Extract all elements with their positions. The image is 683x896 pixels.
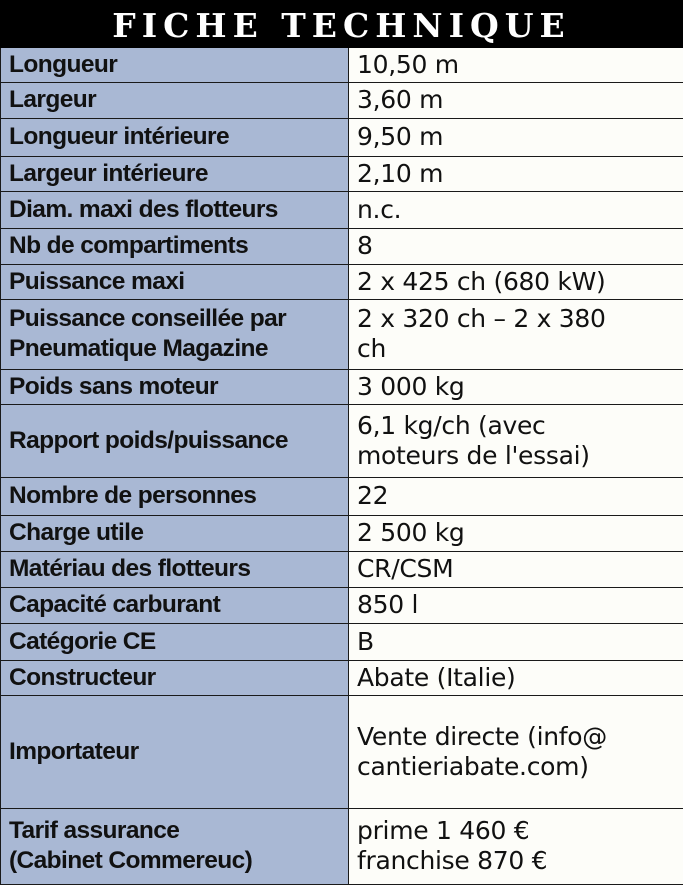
value-text: B — [357, 626, 374, 656]
label-text: Catégorie CE — [9, 627, 156, 655]
value-text: 8 — [357, 231, 373, 260]
value-text: 3,60 m — [357, 85, 444, 114]
label-text: Longueur — [9, 50, 118, 78]
row-label — [1, 228, 349, 264]
row-label — [1, 82, 349, 118]
value-line-1: 6,1 kg/ch (avec — [357, 410, 546, 440]
table-row — [1, 118, 683, 156]
table-row — [1, 82, 683, 118]
value-text: 850 l — [357, 590, 419, 619]
table-row — [1, 808, 683, 884]
value-line-1: 2 x 320 ch – 2 x 380 — [357, 304, 606, 333]
row-label — [1, 808, 349, 884]
label-text: Diam. maxi des flotteurs — [9, 195, 278, 223]
table-row — [1, 587, 683, 623]
label-text: Largeur intérieure — [9, 159, 208, 187]
label-text: Matériau des flotteurs — [9, 555, 251, 582]
value-text: 2,10 m — [357, 158, 444, 188]
label-text: Constructeur — [9, 663, 156, 691]
value-text: Abate (Italie) — [357, 662, 516, 692]
value-line-2: franchise 870 € — [357, 846, 548, 875]
table-row — [1, 660, 683, 695]
label-text: Longueur intérieure — [9, 123, 230, 150]
value-line-2: ch — [357, 334, 386, 363]
table-row — [1, 156, 683, 191]
table-row — [1, 369, 683, 404]
row-label — [1, 118, 349, 156]
spec-table — [0, 48, 683, 885]
row-value — [349, 477, 683, 515]
table-row — [1, 404, 683, 477]
value-line-2: moteurs de l'essai) — [357, 440, 590, 470]
row-label — [1, 404, 349, 477]
row-label — [1, 299, 349, 369]
value-text: n.c. — [357, 194, 402, 224]
row-label — [1, 695, 349, 808]
value-text: 2 x 425 ch (680 kW) — [357, 266, 606, 296]
label-text: Importateur — [9, 737, 139, 765]
row-value — [349, 515, 683, 551]
value-line-1: prime 1 460 € — [357, 816, 530, 845]
row-label — [1, 587, 349, 623]
value-text: 22 — [357, 481, 389, 510]
row-label — [1, 156, 349, 191]
label-line-1: Tarif assurance — [9, 817, 180, 844]
sheet-title: FICHE TECHNIQUE — [0, 0, 683, 48]
row-value — [349, 404, 683, 477]
label-line-2: Pneumatique Magazine — [9, 335, 268, 362]
table-row — [1, 515, 683, 551]
row-value — [349, 695, 683, 808]
row-label — [1, 48, 349, 82]
table-row — [1, 299, 683, 369]
row-label — [1, 191, 349, 228]
row-value — [349, 587, 683, 623]
row-label — [1, 515, 349, 551]
row-value — [349, 228, 683, 264]
row-value — [349, 623, 683, 660]
value-text: CR/CSM — [357, 554, 454, 583]
value-line-2: cantieriabate.com) — [357, 751, 589, 781]
row-value — [349, 191, 683, 228]
label-text: Charge utile — [9, 519, 144, 546]
value-text: 9,50 m — [357, 122, 444, 151]
row-value — [349, 82, 683, 118]
label-line-2: (Cabinet Commereuc) — [9, 847, 253, 874]
table-row — [1, 477, 683, 515]
label-text: Nb de compartiments — [9, 232, 249, 259]
table-row — [1, 191, 683, 228]
table-row — [1, 48, 683, 82]
label-line-1: Puissance conseillée par — [9, 305, 287, 332]
row-value — [349, 551, 683, 587]
value-line-1: Vente directe (info@ — [357, 721, 607, 751]
row-value — [349, 369, 683, 404]
row-value — [349, 660, 683, 695]
row-label — [1, 369, 349, 404]
row-label — [1, 551, 349, 587]
label-text: Puissance maxi — [9, 267, 185, 295]
value-text: 3 000 kg — [357, 371, 465, 401]
row-value — [349, 808, 683, 884]
table-row — [1, 695, 683, 808]
label-text: Capacité carburant — [9, 591, 221, 618]
row-label — [1, 477, 349, 515]
label-text: Poids sans moteur — [9, 372, 218, 400]
row-value — [349, 118, 683, 156]
row-value — [349, 264, 683, 299]
row-label — [1, 660, 349, 695]
table-row — [1, 623, 683, 660]
label-text: Nombre de personnes — [9, 482, 257, 509]
row-label — [1, 623, 349, 660]
table-row — [1, 228, 683, 264]
row-value — [349, 299, 683, 369]
value-text: 10,50 m — [357, 49, 459, 79]
row-value — [349, 156, 683, 191]
table-row — [1, 264, 683, 299]
label-text: Largeur — [9, 86, 97, 113]
row-value — [349, 48, 683, 82]
value-text: 2 500 kg — [357, 518, 465, 547]
table-row — [1, 551, 683, 587]
label-text: Rapport poids/puissance — [9, 426, 288, 454]
row-label — [1, 264, 349, 299]
